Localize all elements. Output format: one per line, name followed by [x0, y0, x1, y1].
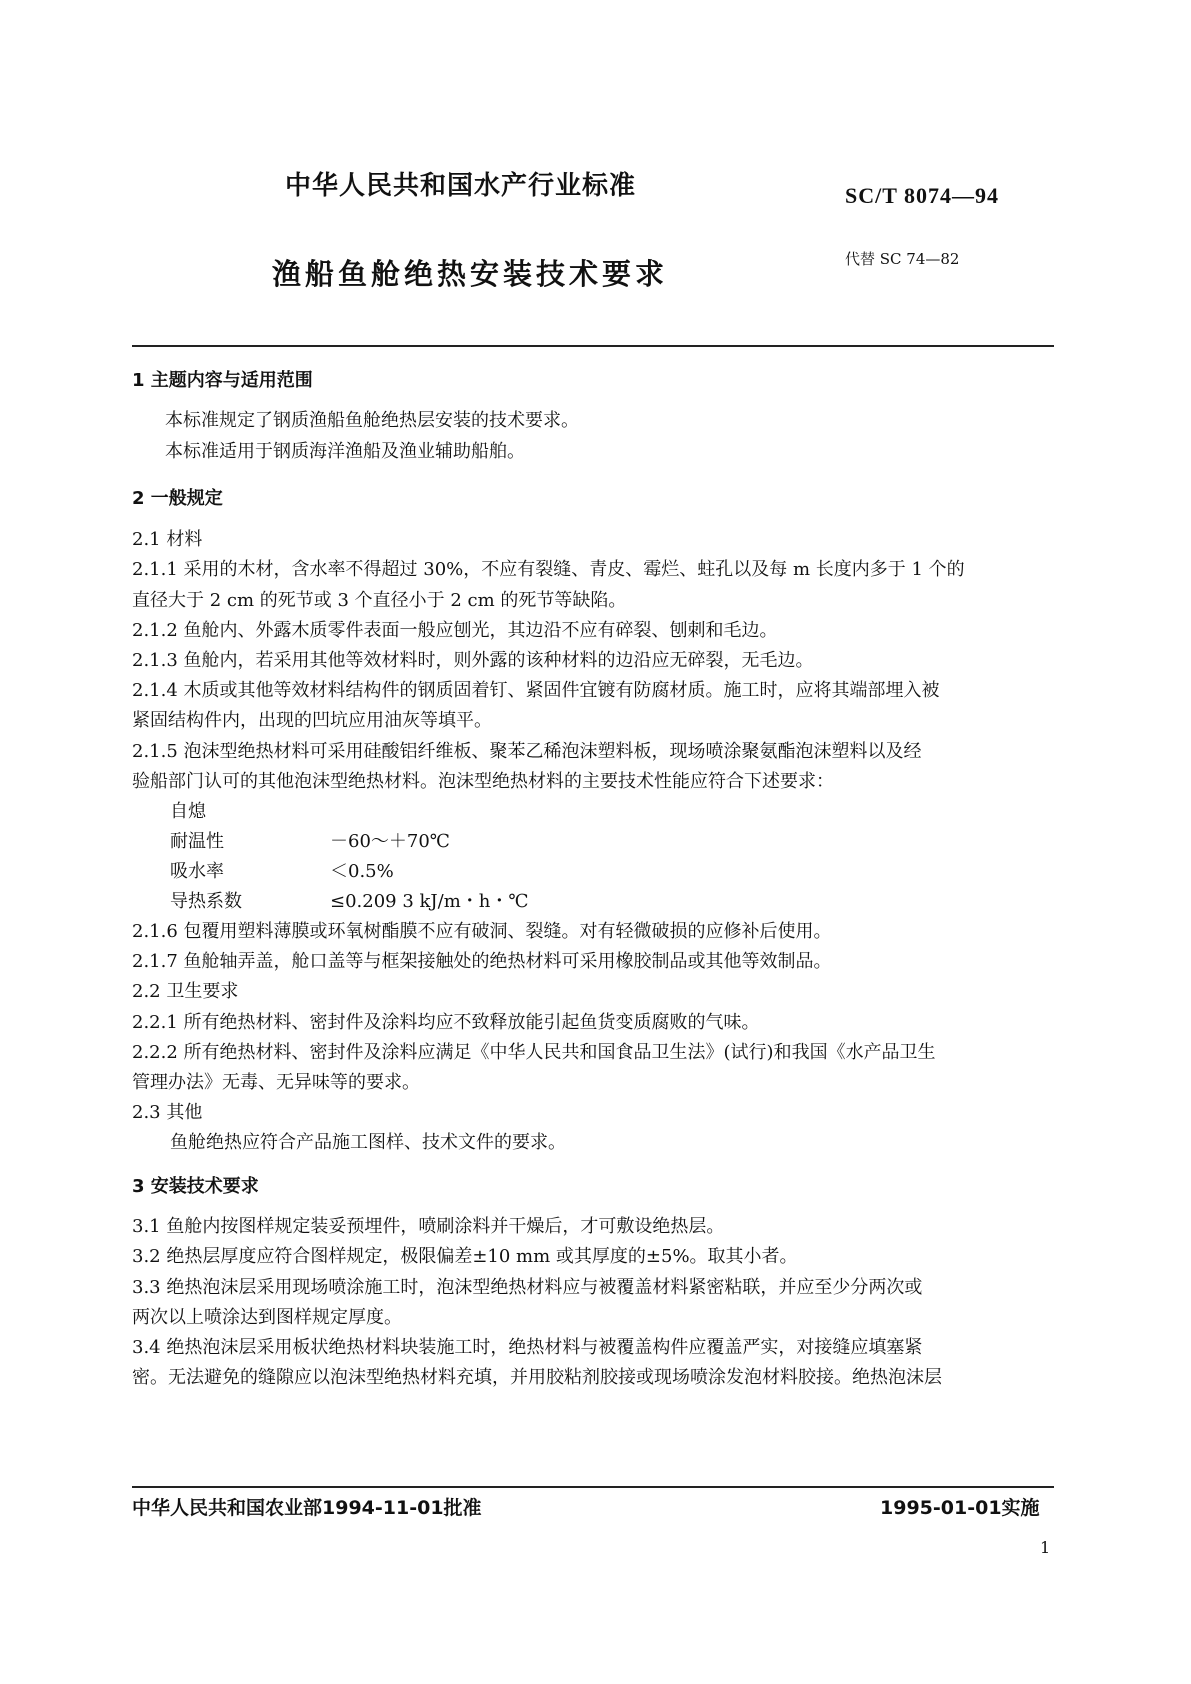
property-name: 耐温性 — [170, 831, 224, 852]
clause-2-3-text: 鱼舱绝热应符合产品施工图样、技术文件的要求。 — [170, 1132, 566, 1153]
approval-note: 中华人民共和国农业部1994-11-01批准 — [132, 1497, 482, 1519]
clause-3-4-line-2: 密。无法避免的缝隙应以泡沫型绝热材料充填，并用胶粘剂胶接或现场喷涂发泡材料胶接。绝热泡沫层 — [132, 1367, 942, 1388]
footer-divider — [132, 1486, 1054, 1488]
clause-2-1-7: 2.1.7 鱼舱轴弄盖，舱口盖等与框架接触处的绝热材料可采用橡胶制品或其他等效制品。 — [132, 951, 832, 972]
property-value: ＜0.5% — [330, 861, 394, 882]
property-temperature-resistance — [170, 827, 450, 853]
clause-2-1-1-line-2: 直径大于 2 cm 的死节或 3 个直径小于 2 cm 的死节等缺陷。 — [132, 590, 627, 611]
header-divider — [132, 345, 1054, 347]
s1-paragraph-1: 本标准规定了钢质渔船鱼舱绝热层安装的技术要求。 — [165, 410, 579, 431]
clause-2-1-3: 2.1.3 鱼舱内，若采用其他等效材料时，则外露的该种材料的边沿应无碎裂，无毛边。 — [132, 650, 814, 671]
clause-2-2-heading: 2.2 卫生要求 — [132, 981, 239, 1002]
clause-2-3-heading: 2.3 其他 — [132, 1102, 203, 1123]
property-value: ≤0.209 3 kJ/m・h・℃ — [330, 891, 529, 912]
clause-3-3-line-1: 3.3 绝热泡沫层采用现场喷涂施工时，泡沫型绝热材料应与被覆盖材料紧密粘联，并应至少分两次或 — [132, 1277, 923, 1298]
clause-3-1: 3.1 鱼舱内按图样规定装妥预埋件，喷刷涂料并干燥后，才可敷设绝热层。 — [132, 1216, 725, 1237]
page-number: 1 — [1040, 1538, 1051, 1557]
clause-2-1-4-line-2: 紧固结构件内，出现的凹坑应用油灰等填平。 — [132, 710, 492, 731]
standard-code: SC/T 8074—94 — [845, 183, 1000, 208]
clause-3-3-line-2: 两次以上喷涂达到图样规定厚度。 — [132, 1307, 402, 1328]
issuer-title: 中华人民共和国水产行业标准 — [285, 171, 637, 201]
property-value: －60～＋70℃ — [330, 831, 450, 852]
clause-2-1-heading: 2.1 材料 — [132, 529, 203, 550]
property-name: 吸水率 — [170, 861, 224, 882]
clause-2-1-1-line-1: 2.1.1 采用的木材，含水率不得超过 30%，不应有裂缝、青皮、霉烂、蛀孔以及每 m 长度内多于 1 个的 — [132, 559, 965, 580]
s1-paragraph-2: 本标准适用于钢质海洋渔船及渔业辅助船舶。 — [165, 441, 525, 462]
clause-2-1-2: 2.1.2 鱼舱内、外露木质零件表面一般应刨光，其边沿不应有碎裂、刨刺和毛边。 — [132, 620, 778, 641]
replaces-note: 代替 SC 74—82 — [845, 250, 960, 268]
section-3-heading: 3 安装技术要求 — [132, 1176, 259, 1197]
property-name: 导热系数 — [170, 891, 242, 912]
property-thermal-conductivity — [170, 887, 529, 913]
clause-2-1-4-line-1: 2.1.4 木质或其他等效材料结构件的钢质固着钉、紧固件宜镀有防腐材质。施工时，应将其端部埋入被 — [132, 680, 940, 701]
clause-3-4-line-1: 3.4 绝热泡沫层采用板状绝热材料块装施工时，绝热材料与被覆盖构件应覆盖严实，对接缝应填塞紧 — [132, 1337, 923, 1358]
property-self-extinguishing: 自熄 — [170, 801, 206, 822]
section-2-heading: 2 一般规定 — [132, 488, 223, 509]
section-1-heading: 1 主题内容与适用范围 — [132, 370, 313, 391]
clause-2-1-5-line-2: 验船部门认可的其他泡沫型绝热材料。泡沫型绝热材料的主要技术性能应符合下述要求： — [132, 771, 834, 792]
clause-2-2-1: 2.2.1 所有绝热材料、密封件及涂料均应不致释放能引起鱼货变质腐败的气味。 — [132, 1012, 760, 1033]
clause-2-1-5-line-1: 2.1.5 泡沫型绝热材料可采用硅酸铝纤维板、聚苯乙稀泡沫塑料板，现场喷涂聚氨酯泡沫塑料以及经 — [132, 741, 922, 762]
clause-2-2-2-line-2: 管理办法》无毒、无异味等的要求。 — [132, 1072, 420, 1093]
property-water-absorption — [170, 857, 394, 883]
clause-2-2-2-line-1: 2.2.2 所有绝热材料、密封件及涂料应满足《中华人民共和国食品卫生法》(试行)和我国《水产品卫生 — [132, 1042, 936, 1063]
clause-2-1-6: 2.1.6 包覆用塑料薄膜或环氧树酯膜不应有破洞、裂缝。对有轻微破损的应修补后使用。 — [132, 921, 832, 942]
effective-date: 1995-01-01实施 — [880, 1497, 1040, 1519]
document-title: 渔船鱼舱绝热安装技术要求 — [272, 257, 669, 291]
clause-3-2: 3.2 绝热层厚度应符合图样规定，极限偏差±10 mm 或其厚度的±5%。取其小者。 — [132, 1246, 798, 1267]
